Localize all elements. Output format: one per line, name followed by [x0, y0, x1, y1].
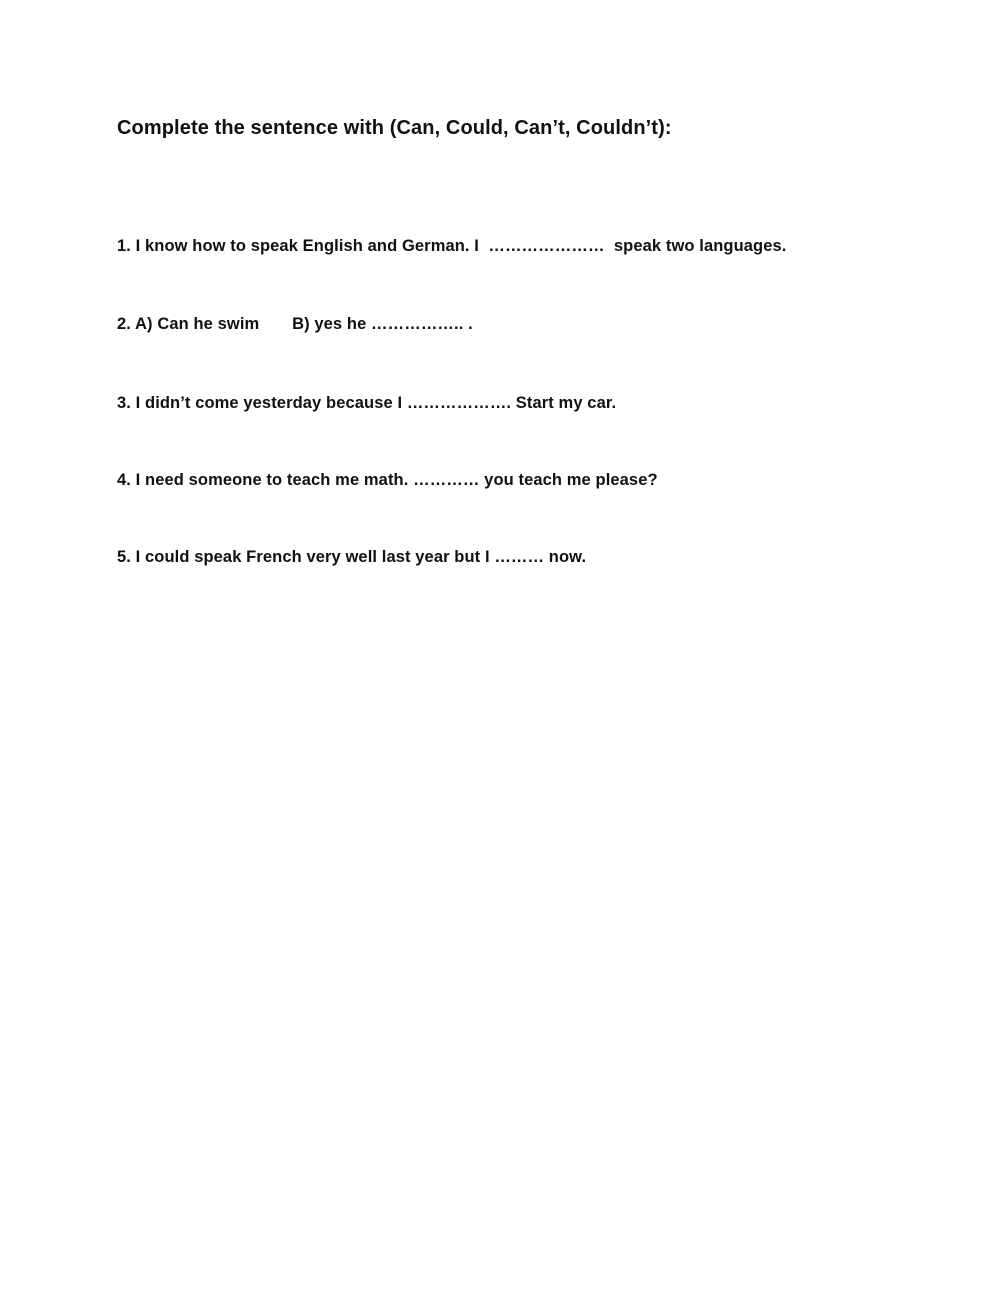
question-1: 1. I know how to speak English and German. I ………………… speak two languages.: [117, 237, 787, 255]
question-5: 5. I could speak French very well last year but I ……… now.: [117, 548, 587, 566]
question-3: 3. I didn’t come yesterday because I ………………. Start my car.: [117, 394, 617, 412]
question-4: 4. I need someone to teach me math. ………… you teach me please?: [117, 471, 658, 489]
worksheet-title: Complete the sentence with (Can, Could, Can’t, Couldn’t):: [117, 117, 672, 139]
question-2: 2. A) Can he swim B) yes he …………….. .: [117, 315, 473, 333]
